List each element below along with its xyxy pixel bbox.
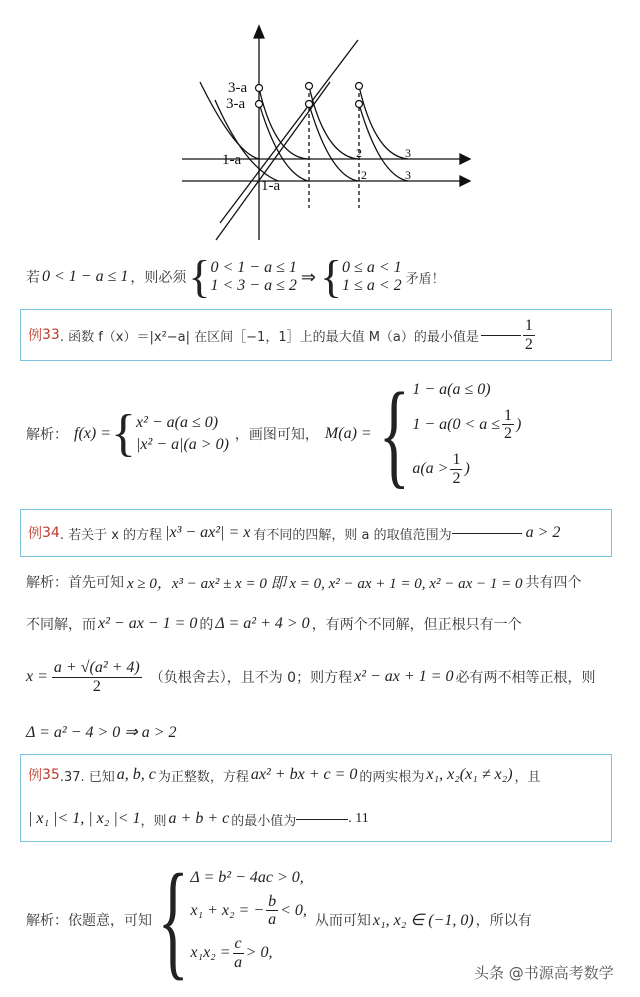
example-34-text-a: . 若关于 x 的方程 [59, 527, 163, 543]
solution-34-text-2b: 的 [199, 617, 214, 633]
example-34-content [28, 513, 560, 553]
example-34-equation: |x³ − ax²| = x [165, 524, 251, 541]
system-1-bottom: 1 < 3 − a ≤ 2 [210, 277, 297, 294]
solution-35-text-a: 从而可知 [314, 913, 371, 929]
upper-x-axis-arrow [460, 154, 470, 164]
solution-35-system [190, 869, 307, 971]
system-2 [342, 259, 402, 295]
example-34-number: 34 [42, 525, 60, 541]
solution-34-label: 解析：首先可知 [26, 575, 124, 591]
solution-34-text-3b: 必有两不相等正根，则 [455, 670, 596, 686]
example-35-text-1b: 为正整数，方程 [157, 769, 249, 785]
Ma-case-2 [412, 407, 521, 443]
example-35-math-2b: a + b + c [168, 810, 230, 827]
example-33-content [28, 313, 537, 357]
label-3-a-bottom: 3-a [226, 96, 246, 112]
Ma-cases [412, 381, 521, 487]
fraction-numerator: 1 [452, 451, 461, 468]
lower-x-axis-arrow [460, 176, 470, 186]
example-34-answer: a > 2 [525, 524, 561, 541]
answer-denominator: 2 [524, 335, 533, 353]
tick-2-lower: 2 [361, 168, 367, 182]
fraction [233, 935, 244, 971]
solution-34-line-4 [26, 720, 177, 744]
example-33-answer [523, 317, 535, 353]
example-35-answer: . 11 [348, 811, 369, 826]
fraction [450, 451, 462, 487]
example-34-tag: 例 [28, 526, 42, 542]
example-35-math-1a: a, b, c [116, 766, 156, 783]
solution-34-line-3 [26, 650, 595, 704]
diagonal-line-upper [220, 40, 358, 223]
function-graph [160, 18, 480, 243]
system-line-3 [190, 935, 307, 971]
left-brace: { [157, 848, 189, 992]
fraction-denominator: 2 [452, 469, 461, 487]
root-denominator: 2 [92, 677, 101, 695]
system-2-top: 0 ≤ a < 1 [342, 259, 402, 276]
fraction-denominator: 2 [504, 425, 513, 443]
fx-cases [136, 414, 229, 454]
fraction-denominator: a [234, 953, 243, 971]
tick-2-upper: 2 [356, 146, 362, 160]
condition-math: 0 < 1 − a ≤ 1 [42, 268, 129, 285]
implies-symbol: ⇒ [300, 266, 316, 287]
solution-34-text-2a: 不同解，而 [26, 617, 96, 633]
fx-case-1: x² − a(a ≤ 0) [135, 414, 219, 431]
solution-33-mid-text: ，画图可知， [234, 427, 319, 443]
text-ruo: 若 [26, 270, 40, 286]
system-line-2-post: < 0, [280, 901, 307, 919]
example-35-text-2b: 的最小值为 [231, 813, 297, 829]
text-contradiction: 矛盾！ [405, 271, 445, 287]
example-33-tag: 例 [28, 328, 42, 344]
curve-2 [215, 100, 278, 181]
left-brace: { [188, 251, 211, 302]
left-brace: { [111, 405, 136, 462]
solution-33 [26, 368, 522, 499]
solution-34-math-3: x² − ax + 1 = 0 [354, 668, 454, 685]
Ma-case-3-pre: a(a > [412, 460, 449, 478]
example-34-text-b: 有不同的四解，则 a 的取值范围为 [253, 527, 452, 543]
system-1 [210, 259, 296, 295]
fraction [502, 407, 514, 443]
fraction-numerator: c [234, 935, 242, 952]
example-35-text-1c: 的两实根为 [359, 769, 425, 785]
system-2-bottom: 1 ≤ a < 2 [342, 277, 402, 294]
solution-34-line-1 [26, 570, 581, 594]
solution-34-text-3a: （负根舍去），且不为 0；则方程 [149, 670, 353, 686]
system-line-2-pre: x₁ + x₂ = − [190, 901, 265, 919]
system-line-2 [190, 893, 307, 929]
curve-7 [359, 86, 408, 159]
curve-6 [309, 104, 358, 181]
Ma-case-2-pre: 1 − a(0 < a ≤ [412, 415, 501, 433]
solution-34-math-2a: x² − ax − 1 = 0 [98, 615, 198, 632]
example-35-text-1d: ，且 [514, 769, 541, 785]
root-x-lhs: x = [26, 668, 48, 685]
system-1-top: 0 < 1 − a ≤ 1 [210, 259, 297, 276]
label-1-a-lower: 1-a [261, 178, 281, 194]
example-33-text: . 函数 f（x）＝|x²−a| 在区间［−1，1］上的最大值 M（a）的最小值是 [59, 329, 479, 345]
fx-lhs: f(x) = [74, 425, 111, 442]
label-3-a-top: 3-a [228, 80, 248, 96]
left-brace: { [378, 368, 410, 499]
system-line-1: Δ = b² − 4ac > 0, [190, 868, 304, 886]
Ma-case-1: 1 − a(a ≤ 0) [412, 380, 491, 398]
text-then: ，则必须 [130, 270, 187, 286]
label-1-a-upper: 1-a [222, 152, 242, 168]
fraction [266, 893, 278, 929]
answer-numerator: 1 [524, 316, 533, 334]
open-point [356, 83, 363, 90]
solution-34-math-1: x ≥ 0，x³ − ax² ± x = 0 即 x = 0, x² − ax + 1 = 0, x² − ax − 1 = 0 [127, 575, 523, 592]
open-point [356, 101, 363, 108]
answer-blank [481, 335, 521, 336]
tick-3-upper: 3 [405, 146, 411, 160]
left-brace: { [319, 251, 343, 302]
solution-33-label: 解析： [26, 427, 68, 443]
solution-34-line-2 [26, 612, 522, 636]
Ma-case-3-post: ) [464, 460, 470, 478]
contradiction-line [26, 252, 445, 302]
Ma-case-2-post: ) [516, 415, 522, 433]
answer-blank [296, 819, 348, 820]
tick-3-lower: 3 [405, 168, 411, 182]
solution-34-text-2c: ，有两个不同解，但正根只有一个 [311, 617, 522, 633]
solution-35-label: 解析：依题意，可知 [26, 913, 152, 929]
y-axis-arrow [254, 26, 264, 38]
solution-34-conclusion: Δ = a² − 4 > 0 ⇒ a > 2 [26, 724, 177, 741]
example-35-math-1c: x₁, x₂(x₁ ≠ x₂) [426, 766, 513, 783]
open-point [256, 85, 263, 92]
example-35-line-1 [28, 762, 541, 788]
fraction-numerator: 1 [504, 406, 513, 424]
root-fraction [52, 659, 142, 695]
example-35-number: 35 [42, 767, 60, 783]
fraction-denominator: a [268, 911, 277, 929]
example-35-text-1a: .37. 已知 [59, 769, 115, 785]
example-35-tag: 例 [28, 768, 42, 784]
fraction-numerator: b [268, 892, 277, 910]
example-35-math-1b: ax² + bx + c = 0 [250, 766, 358, 783]
system-line-3-pre: x₁x₂ = [190, 944, 231, 962]
example-35-line-2 [28, 806, 369, 832]
watermark: 头条 @书源高考数学 [474, 964, 614, 982]
Ma-lhs: M(a) = [324, 425, 372, 442]
system-line-3-post: > 0, [245, 944, 273, 962]
curve-3 [259, 88, 309, 159]
example-33-number: 33 [42, 327, 60, 343]
open-point [256, 101, 263, 108]
curve-5 [309, 86, 358, 159]
open-point [306, 101, 313, 108]
solution-35 [26, 848, 532, 992]
Ma-case-3 [412, 451, 521, 487]
fx-case-2: |x² − a|(a > 0) [135, 436, 229, 453]
solution-34-text-1b: 共有四个 [525, 575, 582, 591]
solution-34-math-2b: Δ = a² + 4 > 0 [215, 615, 310, 632]
example-35-math-2a: | x₁ |< 1, | x₂ |< 1 [28, 810, 141, 827]
open-point [306, 83, 313, 90]
root-numerator: a + √(a² + 4) [53, 658, 140, 676]
answer-blank [452, 533, 522, 534]
example-35-text-2a: ，则 [140, 813, 167, 829]
solution-35-text-b: ，所以有 [475, 913, 532, 929]
solution-35-math: x₁, x₂ ∈ (−1, 0) [372, 912, 474, 929]
